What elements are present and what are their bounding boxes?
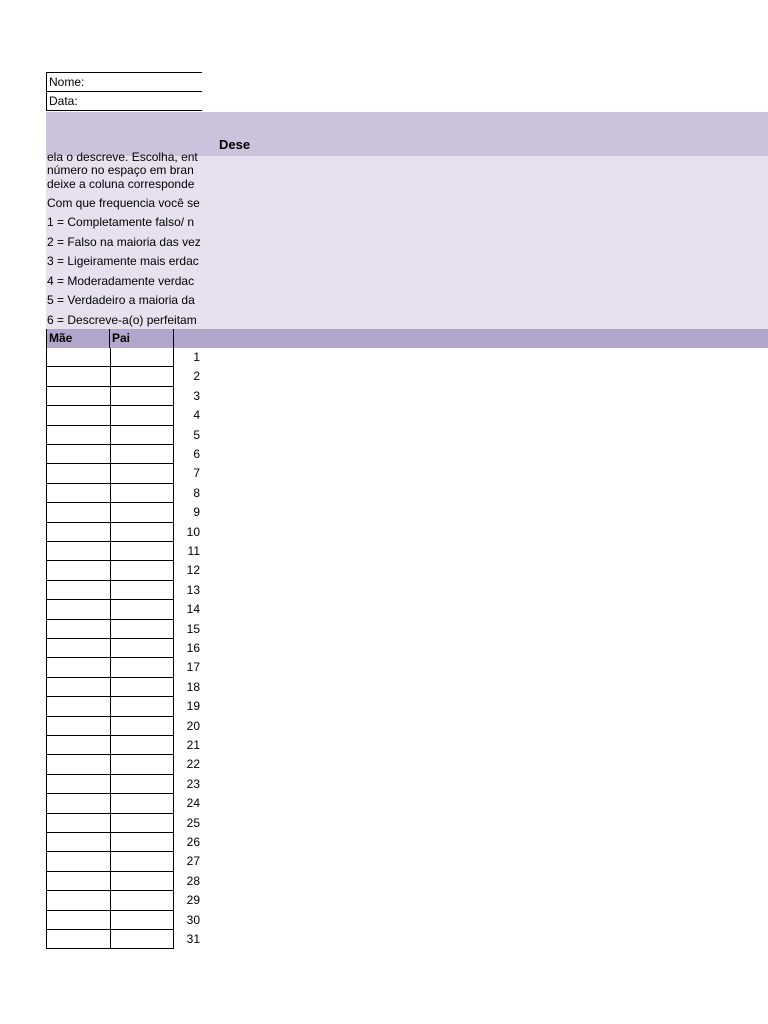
table-row (46, 814, 202, 833)
answer-cell-mae[interactable] (46, 891, 110, 910)
answer-cell-mae[interactable] (46, 387, 110, 406)
answer-cell-pai[interactable] (110, 717, 174, 736)
answer-cell-pai[interactable] (110, 367, 174, 386)
table-row (46, 736, 202, 755)
answer-cell-pai[interactable] (110, 639, 174, 658)
answer-cell-pai[interactable] (110, 697, 174, 716)
answer-cell-mae[interactable] (46, 503, 110, 522)
name-label: Nome: (49, 75, 85, 89)
table-row (46, 406, 202, 425)
row-number: 23 (186, 776, 200, 791)
answer-cell-mae[interactable] (46, 872, 110, 891)
row-number: 11 (187, 544, 200, 558)
answer-cell-mae[interactable] (46, 814, 110, 833)
answer-cell-pai[interactable] (110, 464, 174, 483)
table-row (46, 523, 202, 542)
row-number: 9 (193, 505, 200, 520)
table-row (46, 911, 202, 930)
row-number: 21 (186, 738, 200, 752)
answer-cell-pai[interactable] (110, 658, 174, 677)
row-number: 15 (186, 621, 200, 636)
row-number: 12 (186, 563, 200, 578)
answer-cell-mae[interactable] (46, 755, 110, 774)
answer-cell-pai[interactable] (110, 814, 174, 833)
name-field-row[interactable] (46, 72, 202, 92)
scale-option-3: 3 = Ligeiramente mais erdac (47, 254, 199, 268)
answer-cell-pai[interactable] (110, 930, 174, 949)
answer-cell-pai[interactable] (110, 561, 174, 580)
table-row (46, 833, 202, 852)
table-row (46, 775, 202, 794)
answer-cell-mae[interactable] (46, 911, 110, 930)
answer-cell-pai[interactable] (110, 620, 174, 639)
answer-cell-mae[interactable] (46, 523, 110, 542)
answer-cell-mae[interactable] (46, 697, 110, 716)
table-row (46, 561, 202, 580)
instruction-line: número no espaço em bran (47, 163, 194, 177)
table-row (46, 620, 202, 639)
answer-cell-pai[interactable] (110, 755, 174, 774)
row-number: 20 (186, 718, 200, 733)
answer-cell-mae[interactable] (46, 678, 110, 697)
answer-cell-pai[interactable] (110, 833, 174, 852)
column-header-mae: Mãe (46, 329, 110, 348)
row-number: 26 (186, 835, 200, 849)
row-number: 5 (193, 427, 200, 442)
answer-cell-pai[interactable] (110, 736, 174, 755)
table-row (46, 426, 202, 445)
row-number: 31 (186, 932, 200, 946)
table-row (46, 503, 202, 522)
answer-cell-mae[interactable] (46, 620, 110, 639)
row-number: 18 (186, 679, 200, 694)
answer-cell-pai[interactable] (110, 484, 174, 503)
answer-cell-pai[interactable] (110, 523, 174, 542)
table-row (46, 755, 202, 774)
answer-cell-mae[interactable] (46, 736, 110, 755)
answer-cell-pai[interactable] (110, 445, 174, 464)
answer-cell-mae[interactable] (46, 561, 110, 580)
table-row (46, 464, 202, 483)
answer-cell-mae[interactable] (46, 639, 110, 658)
table-row (46, 930, 202, 949)
row-number: 6 (193, 447, 200, 461)
row-number: 29 (186, 893, 200, 908)
answer-cell-pai[interactable] (110, 348, 174, 367)
answer-cell-pai[interactable] (110, 426, 174, 445)
scale-option-5: 5 = Verdadeiro a maioria da (47, 293, 195, 307)
answer-cell-mae[interactable] (46, 464, 110, 483)
answer-cell-mae[interactable] (46, 542, 110, 561)
scale-option-6: 6 = Descreve-a(o) perfeitam (47, 313, 197, 327)
answer-cell-mae[interactable] (46, 367, 110, 386)
row-number: 3 (193, 388, 200, 403)
answer-cell-pai[interactable] (110, 600, 174, 619)
table-row (46, 717, 202, 736)
row-number: 14 (186, 602, 200, 617)
row-number: 25 (186, 815, 200, 830)
row-number: 13 (186, 582, 200, 597)
answer-cell-pai[interactable] (110, 542, 174, 561)
answer-cell-mae[interactable] (46, 484, 110, 503)
answer-cell-pai[interactable] (110, 387, 174, 406)
answer-cell-mae[interactable] (46, 406, 110, 425)
row-number: 7 (193, 466, 200, 481)
table-row (46, 794, 202, 813)
column-header-pai: Pai (110, 329, 174, 348)
row-number: 2 (193, 369, 200, 384)
answer-cell-pai[interactable] (110, 891, 174, 910)
row-number: 28 (186, 873, 200, 888)
table-row (46, 658, 202, 677)
answer-cell-mae[interactable] (46, 833, 110, 852)
answer-cell-mae[interactable] (46, 426, 110, 445)
scale-option-2: 2 = Falso na maioria das vez (47, 235, 201, 249)
answer-cell-mae[interactable] (46, 445, 110, 464)
row-number: 8 (193, 485, 200, 500)
answer-cell-mae[interactable] (46, 852, 110, 871)
answer-cell-mae[interactable] (46, 775, 110, 794)
instruction-line: deixe a coluna corresponde (47, 177, 195, 191)
answer-cell-pai[interactable] (110, 794, 174, 813)
date-label: Data: (49, 94, 78, 108)
row-number: 19 (186, 699, 200, 714)
table-row (46, 852, 202, 871)
table-row (46, 581, 202, 600)
answer-cell-mae[interactable] (46, 348, 110, 367)
scale-option-4: 4 = Moderadamente verdac (47, 274, 195, 288)
table-row (46, 542, 202, 561)
answer-cell-pai[interactable] (110, 581, 174, 600)
row-number: 22 (186, 757, 200, 772)
row-number: 30 (186, 912, 200, 927)
table-row (46, 484, 202, 503)
table-row (46, 639, 202, 658)
answer-cell-pai[interactable] (110, 852, 174, 871)
row-number: 24 (186, 796, 200, 811)
answer-cell-mae[interactable] (46, 794, 110, 813)
table-row (46, 367, 202, 386)
row-number: 1 (193, 350, 200, 364)
table-row (46, 891, 202, 910)
answer-cell-mae[interactable] (46, 717, 110, 736)
table-row (46, 697, 202, 716)
table-row (46, 445, 202, 464)
answer-cell-pai[interactable] (110, 678, 174, 697)
table-header (46, 329, 768, 348)
table-row (46, 348, 202, 367)
row-number: 17 (186, 660, 200, 675)
table-row (46, 872, 202, 891)
table-row (46, 600, 202, 619)
page-title: Dese (219, 137, 251, 152)
row-number: 4 (193, 408, 200, 423)
answer-cell-mae[interactable] (46, 600, 110, 619)
answer-cell-pai[interactable] (110, 406, 174, 425)
answer-cell-pai[interactable] (110, 503, 174, 522)
instruction-line: Com que frequencia você se (47, 196, 200, 210)
row-number: 16 (186, 641, 200, 655)
answer-cell-pai[interactable] (110, 775, 174, 794)
scale-option-1: 1 = Completamente falso/ n (47, 215, 195, 229)
table-row (46, 387, 202, 406)
answer-cell-mae[interactable] (46, 930, 110, 949)
answer-cell-pai[interactable] (110, 911, 174, 930)
instruction-line: ela o descreve. Escolha, ent (47, 150, 198, 164)
date-field-row[interactable] (46, 92, 202, 111)
row-number: 10 (186, 524, 200, 539)
answer-cell-mae[interactable] (46, 581, 110, 600)
row-number: 27 (186, 854, 200, 869)
instructions-panel (46, 150, 768, 329)
answer-cell-mae[interactable] (46, 658, 110, 677)
table-row (46, 678, 202, 697)
answer-cell-pai[interactable] (110, 872, 174, 891)
